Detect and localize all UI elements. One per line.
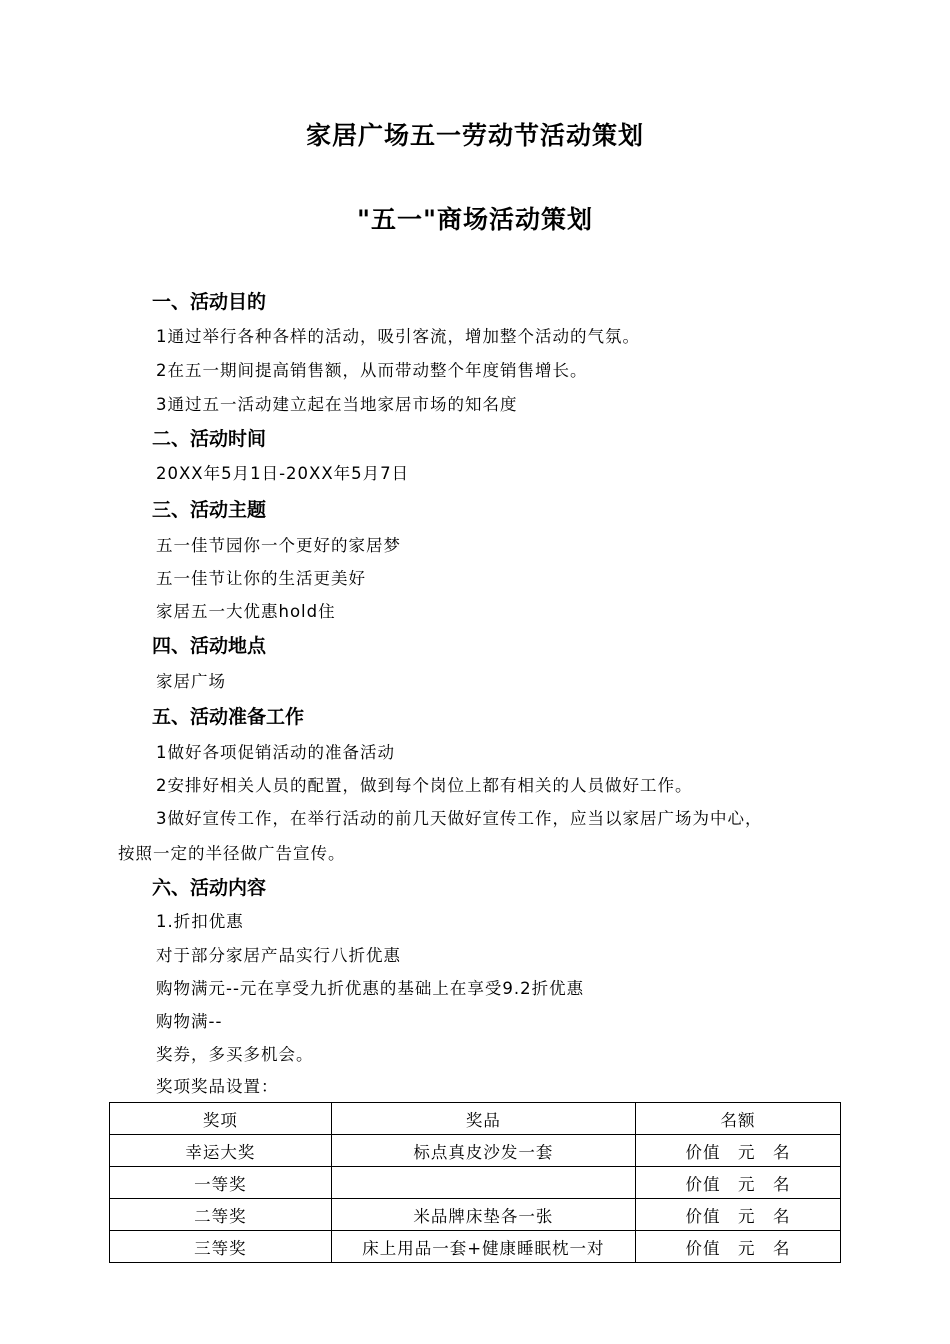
table-header-cell: 名额	[636, 1103, 841, 1135]
paragraph-line: 按照一定的半径做广告宣传。	[118, 844, 346, 863]
table-row	[110, 1199, 841, 1231]
table-cell: 价值 元 名	[636, 1167, 841, 1199]
section-heading-purpose: 一、活动目的	[152, 291, 267, 313]
prize-table	[109, 1102, 841, 1263]
paragraph-line: 奖项奖品设置：	[156, 1077, 279, 1096]
paragraph-line: 1做好各项促销活动的准备活动	[156, 743, 395, 762]
paragraph-line: 家居广场	[156, 672, 226, 691]
table-row	[110, 1231, 841, 1263]
document-title: 家居广场五一劳动节活动策划	[305, 121, 644, 150]
section-heading-time: 二、活动时间	[152, 428, 267, 450]
table-cell: 一等奖	[110, 1167, 332, 1199]
table-header-cell: 奖品	[331, 1103, 635, 1135]
paragraph-line: 20XX年5月1日-20XX年5月7日	[156, 464, 410, 483]
paragraph-line: 2安排好相关人员的配置，做到每个岗位上都有相关的人员做好工作。	[156, 776, 693, 795]
table-cell: 三等奖	[110, 1231, 332, 1263]
paragraph-line: 购物满元--元在享受九折优惠的基础上在享受9.2折优惠	[156, 979, 585, 998]
paragraph-line: 购物满--	[156, 1012, 223, 1031]
paragraph-line: 五一佳节园你一个更好的家居梦	[156, 536, 401, 555]
section-heading-preparation: 五、活动准备工作	[152, 706, 305, 728]
section-heading-theme: 三、活动主题	[152, 499, 267, 521]
document-subtitle: "五一"商场活动策划	[356, 205, 594, 234]
paragraph-line: 1.折扣优惠	[156, 912, 244, 931]
table-cell	[331, 1167, 635, 1199]
paragraph-line: 家居五一大优惠hold住	[156, 602, 336, 621]
table-cell: 二等奖	[110, 1199, 332, 1231]
paragraph-line: 奖券，多买多机会。	[156, 1045, 314, 1064]
paragraph-line: 2在五一期间提高销售额，从而带动整个年度销售增长。	[156, 361, 588, 380]
paragraph-line: 对于部分家居产品实行八折优惠	[156, 946, 401, 965]
table-cell: 幸运大奖	[110, 1135, 332, 1167]
table-cell: 价值 元 名	[636, 1135, 841, 1167]
paragraph-line: 3通过五一活动建立起在当地家居市场的知名度	[156, 395, 518, 414]
table-header-row	[110, 1103, 841, 1135]
table-cell: 米品牌床垫各一张	[331, 1199, 635, 1231]
table-cell: 标点真皮沙发一套	[331, 1135, 635, 1167]
paragraph-line: 五一佳节让你的生活更美好	[156, 569, 366, 588]
table-row	[110, 1167, 841, 1199]
paragraph-line: 3做好宣传工作，在举行活动的前几天做好宣传工作，应当以家居广场为中心，	[156, 809, 763, 828]
table-header-cell: 奖项	[110, 1103, 332, 1135]
section-heading-location: 四、活动地点	[152, 635, 267, 657]
table-cell: 价值 元 名	[636, 1199, 841, 1231]
section-heading-content: 六、活动内容	[152, 877, 267, 899]
table-cell: 床上用品一套+健康睡眠枕一对	[331, 1231, 635, 1263]
table-row	[110, 1135, 841, 1167]
table-cell: 价值 元 名	[636, 1231, 841, 1263]
paragraph-line: 1通过举行各种各样的活动，吸引客流，增加整个活动的气氛。	[156, 327, 640, 346]
